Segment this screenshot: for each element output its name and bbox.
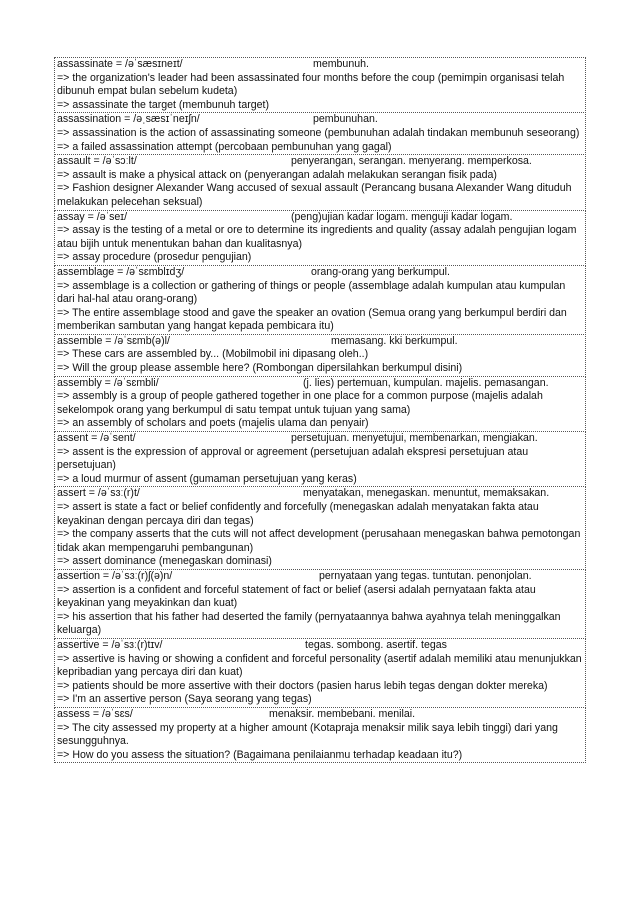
entry-example: => assertive is having or showing a confident and forceful personality (asertif adalah memiliki atau menunjukkan kepribadian yang percaya diri dan kuat) [57, 652, 582, 679]
dictionary-page [54, 58, 586, 763]
entry-example: => assert is state a fact or belief confidently and forcefully (menegaskan adalah menyatakan fakta atau keyakinan dengan percaya diri dan tegas) [57, 501, 539, 527]
entry-headword: assert = /əˈsɜː(r)t/ [57, 487, 140, 500]
dictionary-entry [54, 265, 586, 335]
entry-meaning: orang-orang yang berkumpul. [311, 265, 450, 278]
entry-meaning: (j. lies) pertemuan, kumpulan. majelis. pemasangan. [303, 376, 549, 389]
entry-example: => These cars are assembled by... (Mobilmobil ini dipasang oleh..) [57, 348, 369, 361]
dictionary-entry [54, 112, 586, 155]
entry-example: => a loud murmur of assent (gumaman persetujuan yang keras) [57, 472, 357, 485]
entry-example: => patients should be more assertive with their doctors (pasien harus lebih tegas dengan dokter mereka) [57, 679, 548, 692]
entry-headword-line [57, 377, 583, 391]
entry-example: => assay procedure (prosedur pengujian) [57, 251, 252, 264]
entry-example: => a failed assassination attempt (percobaan pembunuhan yang gagal) [57, 140, 392, 153]
dictionary-entry [54, 569, 586, 639]
entry-example: => assent is the expression of approval or agreement (persetujuan adalah ekspresi persetujuan atau persetujuan) [57, 445, 529, 472]
entry-example: => The entire assemblage stood and gave the speaker an ovation (Semua orang yang berkumpul berdiri dan memberikan sambutan yang hangat kepada pembicara itu) [57, 306, 567, 333]
entry-headword-line [57, 211, 583, 225]
entry-headword: assertive = /əˈsɜː(r)tɪv/ [57, 638, 163, 651]
entry-headword: assault = /əˈsɔːlt/ [57, 155, 137, 168]
entry-example: => assemblage is a collection or gathering of things or people (assemblage adalah kumpulan atau kumpulan dari hal-hal atau orang-orang) [57, 279, 566, 306]
entry-headword-line [57, 487, 583, 501]
entry-headword-line [57, 155, 583, 169]
entry-headword: assay = /əˈseɪ/ [57, 210, 128, 223]
entry-example: => an assembly of scholars and poets (majelis ulama dan penyair) [57, 417, 369, 430]
entry-headword: assertion = /əˈsɜː(r)ʃ(ə)n/ [57, 569, 173, 582]
entry-headword: assemblage = /əˈsɛmblɪdʒ/ [57, 265, 185, 278]
entry-example: => assay is the testing of a metal or ore to determine its ingredients and quality (assay adalah pengujian logam atau bijih untuk menentukan bahan dan kualitasnya) [57, 224, 577, 250]
dictionary-entry [54, 707, 586, 763]
dictionary-entry [54, 210, 586, 266]
dictionary-entry [54, 376, 586, 432]
dictionary-entry [54, 154, 586, 210]
entry-meaning: menyatakan, menegaskan. menuntut, memaksakan. [303, 487, 550, 500]
entry-example: => assembly is a group of people gathered together in one place for a common purpose (majelis adalah sekelompok orang yang berkumpul di satu tempat untuk tujuan yang sama) [57, 390, 543, 416]
entry-example: => assassinate the target (membunuh target) [57, 98, 269, 111]
entry-headword-line [57, 266, 583, 280]
dictionary-entry [54, 57, 586, 113]
entry-meaning: pernyataan yang tegas. tuntutan. penonjolan. [319, 569, 532, 582]
entry-meaning: persetujuan. menyetujui, membenarkan, mengiakan. [291, 432, 538, 445]
entry-meaning: pembunuhan. [313, 113, 378, 126]
entry-headword: assemble = /əˈsɛmb(ə)l/ [57, 334, 170, 347]
entry-meaning: memasang. kki berkumpul. [331, 334, 458, 347]
entry-example: => the company asserts that the cuts will not affect development (perusahaan menegaskan bahwa pemotongan tidak akan mempengaruhi pembangunan) [57, 528, 581, 554]
entry-example: => his assertion that his father had deserted the family (pernyataannya bahwa ayahnya telah meninggalkan keluarga) [57, 610, 561, 637]
entry-headword-line [57, 639, 583, 653]
entry-headword: assess = /əˈsɛs/ [57, 707, 133, 720]
entry-headword: assassination = /əˌsæsɪˈneɪʃn/ [57, 113, 200, 126]
entry-example: => the organization's leader had been assassinated four months before the coup (pemimpin organisasi telah dibunuh empat bulan sebelum kudeta) [57, 71, 565, 98]
entry-headword: assent = /əˈsent/ [57, 432, 136, 445]
entry-example: => How do you assess the situation? (Bagaimana penilaianmu terhadap keadaan itu?) [57, 748, 463, 761]
dictionary-entry [54, 486, 586, 570]
entry-meaning: penyerangan, serangan. menyerang. memperkosa. [291, 155, 532, 168]
entry-headword-line [57, 570, 583, 584]
entry-meaning: (peng)ujian kadar logam. menguji kadar logam. [291, 210, 513, 223]
entry-example: => assassination is the action of assassinating someone (pembunuhan adalah tindakan membunuh seseorang) [57, 126, 580, 139]
entry-example: => I'm an assertive person (Saya seorang yang tegas) [57, 693, 312, 706]
entry-meaning: menaksir. membebani. menilai. [269, 707, 416, 720]
entry-meaning: membunuh. [313, 58, 369, 70]
entry-example: => Fashion designer Alexander Wang accused of sexual assault (Perancang busana Alexander Wang dituduh melakukan pelecehan seksual) [57, 182, 572, 208]
entry-meaning: tegas. sombong. asertif. tegas [305, 638, 447, 651]
entry-headword-line [57, 432, 583, 446]
entry-example: => assault is make a physical attack on (penyerangan adalah melakukan serangan fisik pada) [57, 168, 497, 181]
entry-headword: assembly = /əˈsɛmbli/ [57, 376, 159, 389]
entry-example: => assert dominance (menegaskan dominasi) [57, 555, 272, 568]
dictionary-entry [54, 431, 586, 487]
entry-headword-line [57, 708, 583, 722]
entry-example: => The city assessed my property at a higher amount (Kotapraja menaksir milik saya lebih tinggi) dari yang sesungguhnya. [57, 721, 558, 748]
entry-example: => assertion is a confident and forceful statement of fact or belief (asersi adalah pernyataan fakta atau keyakinan yang meyakinkan dan kuat) [57, 583, 536, 610]
entry-headword: assassinate = /əˈsæsɪneɪt/ [57, 58, 183, 70]
entry-headword-line [57, 58, 583, 72]
entry-headword-line [57, 335, 583, 349]
dictionary-entry [54, 638, 586, 708]
dictionary-entry [54, 334, 586, 377]
entry-headword-line [57, 113, 583, 127]
entry-example: => Will the group please assemble here? (Rombongan dipersilahkan berkumpul disini) [57, 362, 463, 375]
